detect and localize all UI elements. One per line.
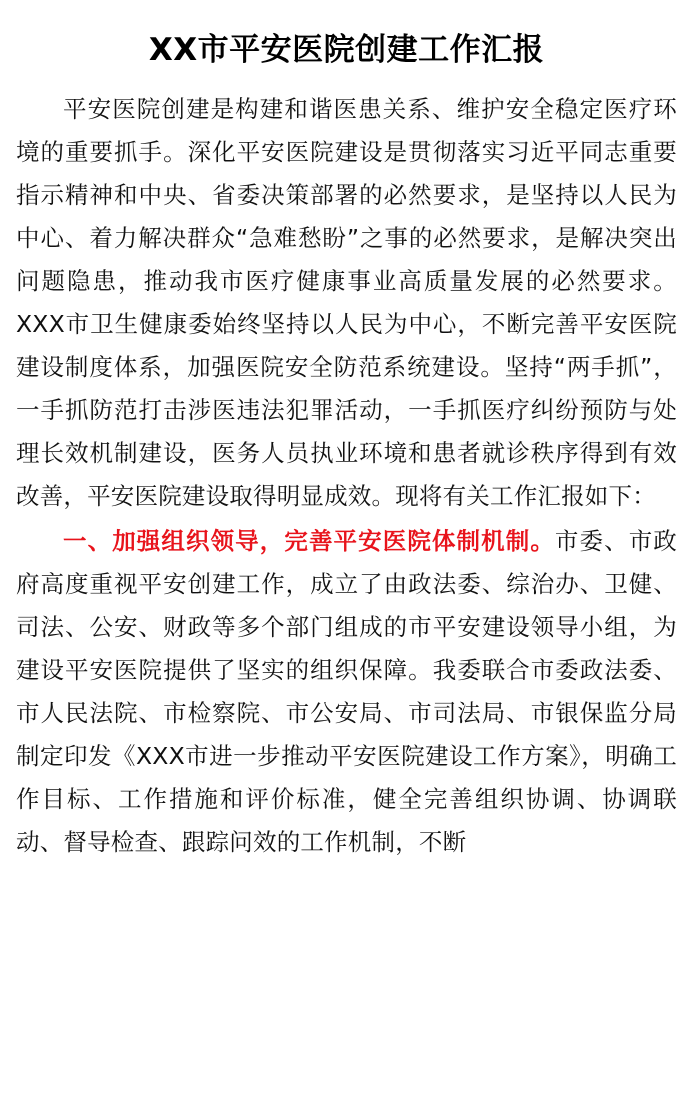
section-heading-one: 一、加强组织领导，完善平安医院体制机制。: [63, 527, 555, 556]
paragraph-text: 平安医院创建是构建和谐医患关系、维护安全稳定医疗环境的重要抓手。深化平安医院建设是贯彻落实习近平同志重要指示精神和中央、省委决策部署的必然要求，是坚持以人民为中心、着力解决群众“急难愁盼”之事的必然要求，是解决突出问题隐患，推动我市医疗健康事业高质量发展的必然要求。XXX市卫生健康委始终坚持以人民为中心，不断完善平安医院建设制度体系，加强医院安全防范系统建设。坚持“两手抓”，一手抓防范打击涉医违法犯罪活动，一手抓医疗纠纷预防与处理长效机制建设，医务人员执业环境和患者就诊秩序得到有效改善，平安医院建设取得明显成效。现将有关工作汇报如下：: [16, 95, 677, 511]
paragraph-text: 市委、市政府高度重视平安创建工作，成立了由政法委、综治办、卫健、司法、公安、财政等多个部门组成的市平安建设领导小组，为建设平安医院提供了坚实的组织保障。我委联合市委政法委、市人民法院、市检察院、市公安局、市司法局、市银保监分局制定印发《XXX市进一步推动平安医院建设工作方案》，明确工作目标、工作措施和评价标准，健全完善组织协调、协调联动、督导检查、跟踪问效的工作机制，不断: [16, 527, 678, 857]
paragraph-intro: [16, 88, 677, 518]
page-title: XX市平安医院创建工作汇报: [148, 32, 545, 68]
paragraph-section-one: [16, 520, 677, 864]
